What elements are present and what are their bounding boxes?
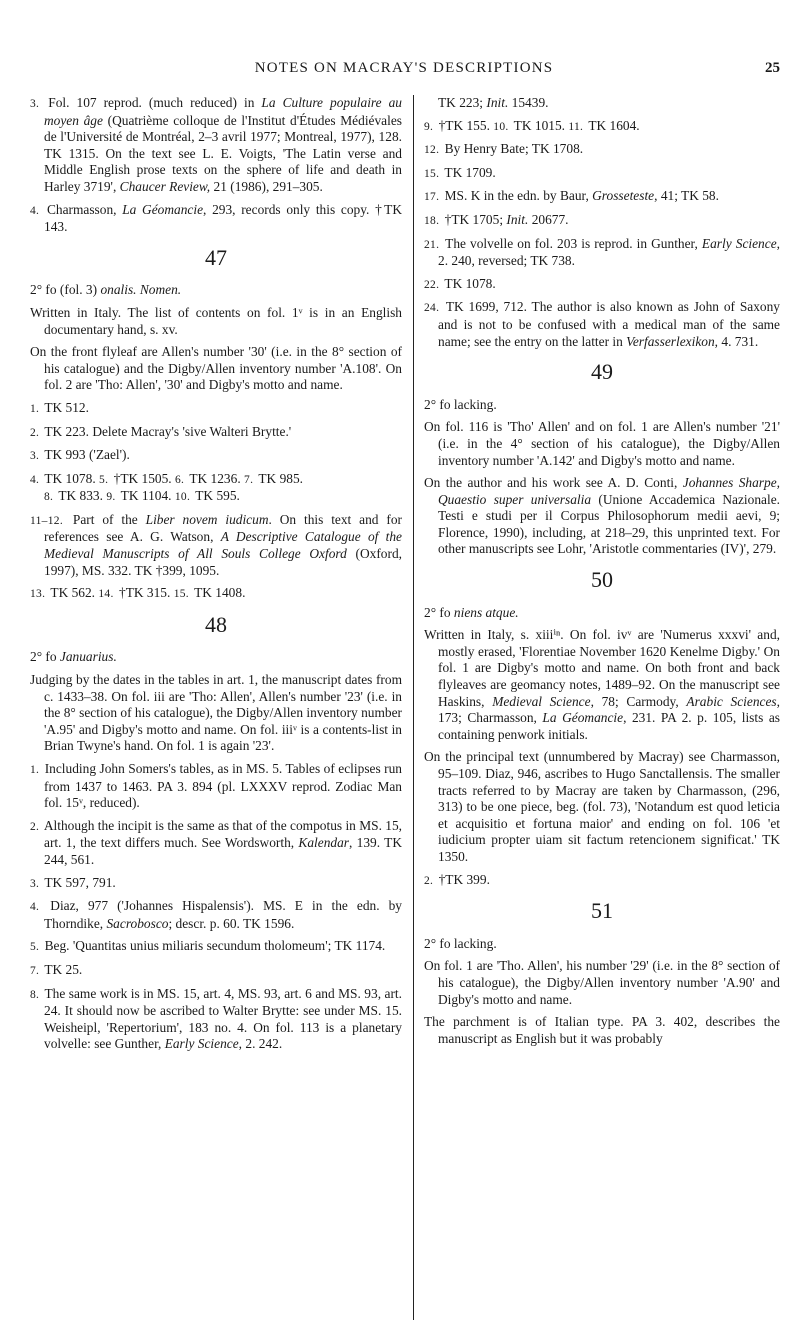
second-folio-line: 2° fo niens atque. xyxy=(424,604,519,620)
note-item: 12. By Henry Bate; TK 1708. xyxy=(424,141,584,157)
ms-heading-49: 49 xyxy=(591,359,613,385)
note-item: 4. TK 1078. 5. †TK 1505. 6. TK 1236. 7. TK 985. 8. TK 833. 9. TK 1104. 10. TK 595. xyxy=(30,470,304,504)
left-column xyxy=(30,95,402,1059)
note-item: 13. TK 562. 14. †TK 315. 15. TK 1408. xyxy=(30,585,246,601)
description-paragraph: On fol. 1 are 'Tho. Allen', his number '29' (i.e. in the 8° section of his catalogue), the Digby/Allen inventory number 'A.90' and Digby's motto and name. xyxy=(424,958,780,1007)
second-folio-line: 2° fo lacking. xyxy=(424,935,497,951)
note-item: 15. TK 1709. xyxy=(424,164,496,180)
page-number: 25 xyxy=(765,60,780,76)
description-paragraph: On the author and his work see A. D. Conti, Johannes Sharpe, Quaestio super universalia (Unione Accademica Nazionale. Testi e studi per il Corpus Philosophorum medii aevi, 9; Florence, 1990), including, at 218–29, this unprinted text. For other manuscripts see Lohr, 'Aristotle commentaries (IV)', 279. xyxy=(424,475,780,557)
note-item: 2. TK 223. Delete Macray's 'sive Walteri Brytte.' xyxy=(30,423,292,439)
note-item: 11–12. Part of the Liber novem iudicum. On this text and for references see A. G. Watson, A Descriptive Catalogue of the Medieval Manuscripts of All Souls College Oxford (Oxford, 1997), MS. 332. TK †399, 1095. xyxy=(30,511,402,578)
note-item: 18. †TK 1705; Init. 20677. xyxy=(424,211,569,227)
note-item: 4. Diaz, 977 ('Johannes Hispalensis'). MS. E in the edn. by Thorndike, Sacrobosco; descr. p. 60. TK 1596. xyxy=(30,898,402,931)
note-item: 22. TK 1078. xyxy=(424,275,496,291)
note-item: 24. TK 1699, 712. The author is also known as John of Saxony and is not to be confused with a medical man of the same name; see the entry on the latter in Verfasserlexikon, 4. 731. xyxy=(424,299,780,349)
note-continuation: TK 223; Init. 15439. xyxy=(438,95,549,110)
note-item: 3. TK 993 ('Zael'). xyxy=(30,447,130,463)
right-column xyxy=(424,95,780,1053)
note-item: 7. TK 25. xyxy=(30,961,83,977)
second-folio-line: 2° fo (fol. 3) onalis. Nomen. xyxy=(30,282,182,298)
page-header xyxy=(28,60,780,84)
ms-heading-48: 48 xyxy=(205,611,227,637)
description-paragraph: The parchment is of Italian type. PA 3. 402, describes the manuscript as English but it was probably xyxy=(424,1014,780,1046)
ms-heading-47: 47 xyxy=(205,244,227,270)
description-paragraph: Written in Italy. The list of contents on fol. 1ᵛ is in an English documentary hand, s. xv. xyxy=(30,304,402,337)
note-item: 3. Fol. 107 reprod. (much reduced) in La Culture populaire au moyen âge (Quatrième colloque de l'Institut d'Études Médiévales de l'Université de Montréal, 2–3 avril 1977; Montreal, 1977), 128. TK 1315. On the text see L. E. Voigts, 'The Latin verse and Middle English prose texts on the sphere of life and death in Harley 3719', Chaucer Review, 21 (1986), 291–305. xyxy=(30,95,402,194)
description-paragraph: On the front flyleaf are Allen's number '30' (i.e. in the 8° section of his catalogue) and the Digby/Allen inventory number 'A.108'. On fol. 2 are 'Tho: Allen', '30' and Digby's motto and name. xyxy=(30,344,402,393)
ms-heading-50: 50 xyxy=(591,567,613,593)
column-divider xyxy=(413,95,414,1320)
note-item: 1. Including John Somers's tables, as in MS. 5. Tables of eclipses run from 1437 to 1463. PA 3. 894 (pl. LXXXV reprod. Zodiac Man fol. 15ᵛ, reduced). xyxy=(30,761,402,811)
description-paragraph: Judging by the dates in the tables in art. 1, the manuscript dates from c. 1433–38. On fol. iii are 'Tho: Allen', Allen's number '23' (i.e. in the 8° section of his catalogue), the Digby/Allen inventory number 'A.95' and Digby's motto and name. On fol. iiiᵛ is a contents-list in Brian Twyne's hand. On fol. 1 is again '23'. xyxy=(30,672,402,754)
note-item: 1. TK 512. xyxy=(30,399,89,415)
second-folio-line: 2° fo lacking. xyxy=(424,396,497,412)
note-item: 17. MS. K in the edn. by Baur, Grosseteste, 41; TK 58. xyxy=(424,188,719,204)
note-item: 4. Charmasson, La Géomancie, 293, records only this copy. †TK 143. xyxy=(30,201,402,235)
note-item: 9. †TK 155. 10. TK 1015. 11. TK 1604. xyxy=(424,117,640,133)
description-paragraph: Written in Italy, s. xiiiⁱⁿ. On fol. ivᵛ are 'Numerus xxxvi' and, mostly erased, 'Florentiae November 1620 Kenelme Digby.' On fol. 1 are Digby's motto and name. On both front and back flyleaves are geomancy notes, 1489–92. On the manuscript see Haskins, Medieval Science, 78; Carmody, Arabic Sciences, 173; Charmasson, La Géomancie, 231. PA 2. p. 105, lists as containing penwork initials. xyxy=(424,627,780,742)
running-head: NOTES ON MACRAY'S DESCRIPTIONS xyxy=(254,60,554,76)
note-item: 2. Although the incipit is the same as that of the compotus in MS. 15, art. 1, the text differs much. See Wordsworth, Kalendar, 139. TK 244, 561. xyxy=(30,817,403,867)
ms-heading-51: 51 xyxy=(591,898,613,924)
description-paragraph: On fol. 116 is 'Tho' Allen' and on fol. 1 are Allen's number '21' (i.e. in the 4° section of his catalogue), the Digby/Allen inventory number 'A.142' and Digby's motto and name. xyxy=(424,419,780,468)
note-item: 5. Beg. 'Quantitas unius miliaris secundum tholomeum'; TK 1174. xyxy=(30,938,386,954)
note-item: 3. TK 597, 791. xyxy=(30,874,116,890)
note-item: 8. The same work is in MS. 15, art. 4, MS. 93, art. 6 and MS. 93, art. 24. It should now be ascribed to Walter Brytte: see under MS. 15. Weisheipl, 'Repertorium', 183 no. 4. On fol. 113 is a planetary volvelle: see Gunther, Early Science, 2. 242. xyxy=(30,985,402,1052)
second-folio-line: 2° fo Januarius. xyxy=(30,649,117,665)
note-item: 21. The volvelle on fol. 203 is reprod. in Gunther, Early Science, 2. 240, reversed; TK 738. xyxy=(424,235,781,269)
description-paragraph: On the principal text (unnumbered by Macray) see Charmasson, 95–109. Diaz, 946, ascribes to Hugo Sanctallensis. The smaller tracts referred to by Macray are taken by Charmasson, (296, 313) to be one piece, beg. (fol. 73), 'Notandum est quod leticia et acquisitio et fortuna maior' and ending on fol. 106 'et iudicium propter uiam sit factum retencionem significat.' TK 1350. xyxy=(424,749,780,864)
note-item: 2. †TK 399. xyxy=(424,871,490,887)
